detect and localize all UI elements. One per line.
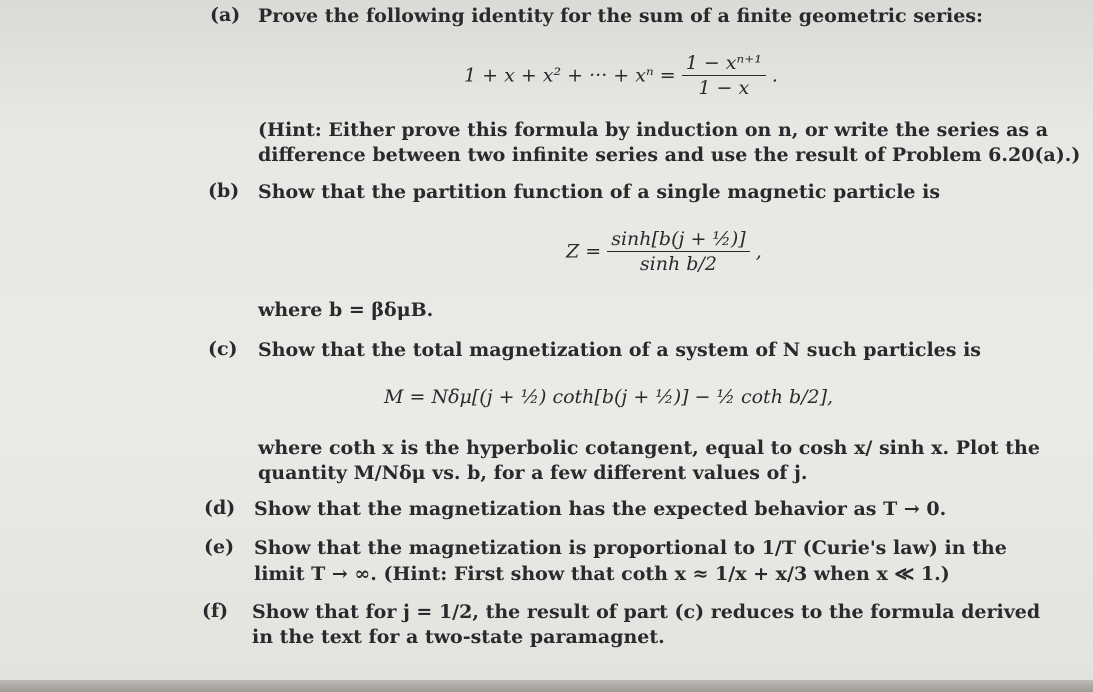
part-a-equation-fraction — [682, 52, 766, 99]
part-e-line2: limit T → ∞. (Hint: First show that coth x ≈ 1/x + x/3 when x ≪ 1.) — [254, 563, 950, 585]
part-c-text: Show that the total magnetization of a system of N such particles is — [258, 339, 981, 361]
part-b-equation-lhs: Z = — [566, 240, 602, 263]
part-b-text: Show that the partition function of a single magnetic particle is — [258, 181, 941, 203]
part-b-equation-denominator: sinh b/2 — [639, 253, 717, 275]
part-e-line1: Show that the magnetization is proportional to 1/T (Curie's law) in the — [254, 537, 1007, 559]
part-c-label: (c) — [208, 338, 238, 360]
part-b-equation-numerator: sinh[b(j + ½)] — [607, 228, 749, 252]
part-a-hint-line1: (Hint: Either prove this formula by induction on n, or write the series as a — [258, 119, 1049, 141]
part-b-where: where b = βδμB. — [258, 299, 434, 321]
part-a-equation — [464, 52, 778, 99]
part-a-label: (a) — [210, 4, 241, 26]
part-f-label: (f) — [202, 600, 229, 622]
part-a-equation-end: . — [771, 64, 778, 87]
part-b-equation — [566, 228, 762, 275]
page-bottom-shadow — [0, 680, 1093, 692]
part-e-label: (e) — [204, 536, 235, 558]
part-a-text: Prove the following identity for the sum of a finite geometric series: — [258, 5, 984, 27]
part-f-line1: Show that for j = 1/2, the result of part (c) reduces to the formula derived — [252, 601, 1041, 623]
part-c-line2: quantity M/Nδμ vs. b, for a few different values of j. — [258, 462, 808, 484]
part-b-equation-fraction — [607, 228, 749, 275]
part-a-equation-numerator: 1 − xⁿ⁺¹ — [682, 52, 766, 76]
part-d-text: Show that the magnetization has the expected behavior as T → 0. — [254, 498, 947, 520]
part-c-equation: M = Nδμ[(j + ½) coth[b(j + ½)] − ½ coth b/2], — [384, 386, 834, 408]
part-b-equation-end: , — [755, 240, 762, 263]
part-a-hint-line2: difference between two infinite series and use the result of Problem 6.20(a).) — [258, 144, 1081, 166]
part-f-line2: in the text for a two-state paramagnet. — [252, 626, 665, 648]
part-c-line1: where coth x is the hyperbolic cotangent, equal to cosh x/ sinh x. Plot the — [258, 437, 1040, 459]
part-b-label: (b) — [208, 180, 240, 202]
part-a-equation-lhs: 1 + x + x² + ··· + xⁿ = — [464, 64, 676, 87]
part-d-label: (d) — [204, 497, 236, 519]
part-a-equation-denominator: 1 − x — [698, 77, 750, 99]
